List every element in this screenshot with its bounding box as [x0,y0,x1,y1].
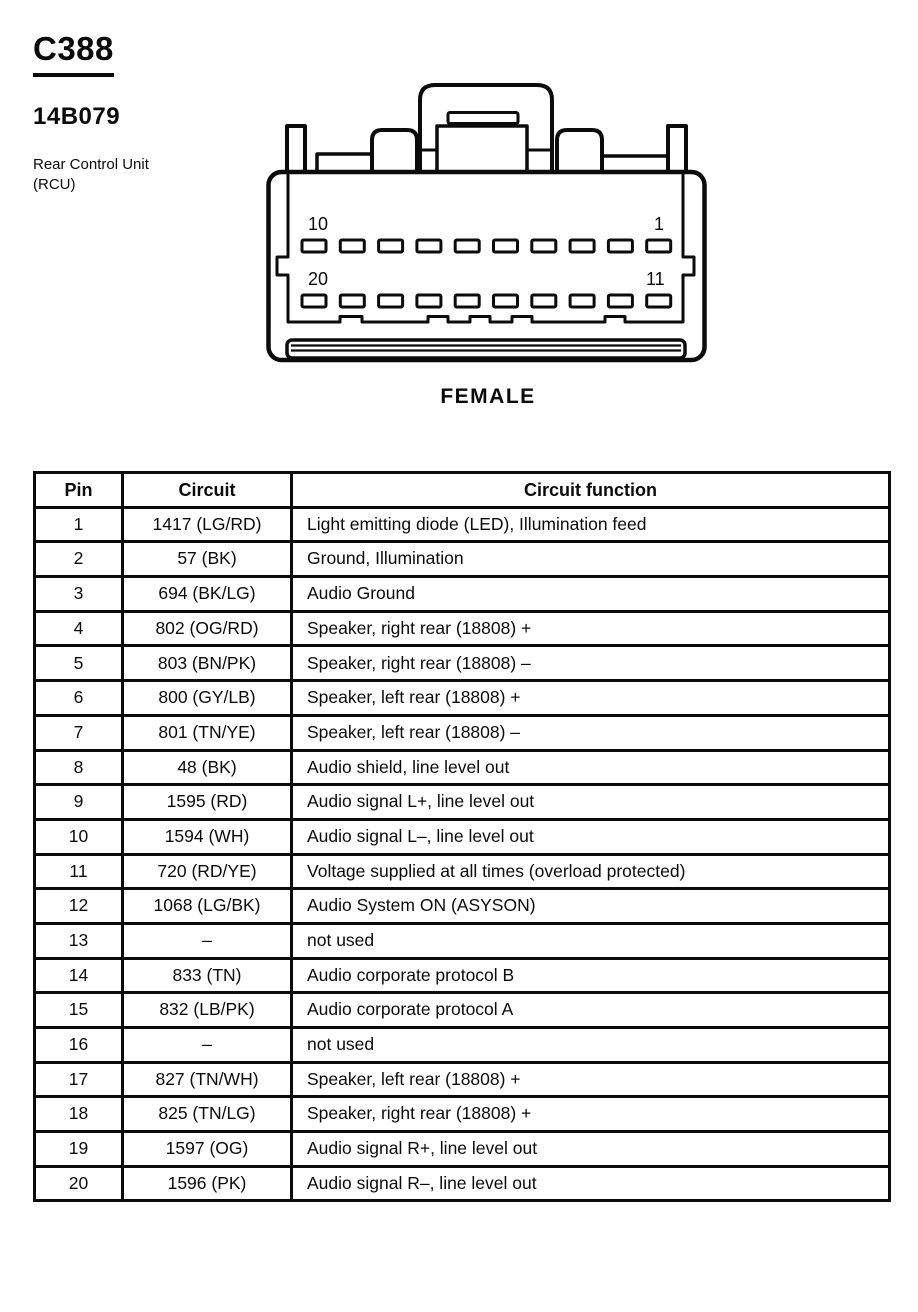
circuit-cell: 48 (BK) [123,750,292,785]
circuit-cell: 1596 (PK) [123,1166,292,1201]
circuit-cell: 832 (LB/PK) [123,993,292,1028]
circuit-function-cell: Audio corporate protocol A [292,993,890,1028]
pin-cell: 1 [35,507,123,542]
circuit-function-cell: Speaker, right rear (18808) + [292,1097,890,1132]
table-row [35,681,890,716]
pin-table [33,471,891,1202]
table-row [35,611,890,646]
circuit-cell: 694 (BK/LG) [123,577,292,612]
connector-base-strip [287,340,685,358]
table-row [35,923,890,958]
circuit-cell: 720 (RD/YE) [123,854,292,889]
circuit-cell: 825 (TN/LG) [123,1097,292,1132]
circuit-function-cell: Speaker, left rear (18808) + [292,1062,890,1097]
circuit-cell: 1595 (RD) [123,785,292,820]
table-row [35,1097,890,1132]
component-name: Rear Control Unit [33,156,149,173]
pin-table-container [33,471,891,1202]
circuit-function-cell: Audio signal R+, line level out [292,1132,890,1167]
pin-cell: 10 [35,819,123,854]
table-row [35,1166,890,1201]
pin-label-top-right: 1 [654,214,665,234]
circuit-function-cell: Audio corporate protocol B [292,958,890,993]
circuit-function-cell: not used [292,923,890,958]
connector-right-post [668,126,686,172]
circuit-function-cell: Speaker, right rear (18808) – [292,646,890,681]
pin-cell: 3 [35,577,123,612]
pin-cell: 2 [35,542,123,577]
table-row [35,785,890,820]
circuit-function-cell: Audio signal L+, line level out [292,785,890,820]
table-row [35,958,890,993]
table-row [35,646,890,681]
circuit-cell: 57 (BK) [123,542,292,577]
circuit-cell: 1068 (LG/BK) [123,889,292,924]
table-row [35,1028,890,1063]
circuit-function-cell: Speaker, left rear (18808) + [292,681,890,716]
connector-body-outline [269,172,705,360]
table-row [35,889,890,924]
circuit-function-column-header: Circuit function [292,473,890,508]
pin-cell: 5 [35,646,123,681]
circuit-function-cell: not used [292,1028,890,1063]
circuit-cell: – [123,1028,292,1063]
circuit-function-cell: Audio shield, line level out [292,750,890,785]
pin-table-header-row [35,473,890,508]
connector-gender-label: FEMALE [440,385,536,408]
pin-cell: 19 [35,1132,123,1167]
connector-diagram [250,55,720,415]
table-row [35,507,890,542]
circuit-cell: 803 (BN/PK) [123,646,292,681]
circuit-cell: 1597 (OG) [123,1132,292,1167]
circuit-column-header: Circuit [123,473,292,508]
pin-cell: 16 [35,1028,123,1063]
pin-cell: 20 [35,1166,123,1201]
connector-left-bump [372,130,417,172]
circuit-cell: 833 (TN) [123,958,292,993]
pin-cell: 4 [35,611,123,646]
circuit-function-cell: Audio Ground [292,577,890,612]
pin-table-body [35,507,890,1201]
connector-latch-underside [437,126,527,172]
table-row [35,542,890,577]
circuit-cell: 800 (GY/LB) [123,681,292,716]
pin-cell: 12 [35,889,123,924]
circuit-function-cell: Voltage supplied at all times (overload protected) [292,854,890,889]
circuit-function-cell: Light emitting diode (LED), Illumination feed [292,507,890,542]
connector-right-bump [557,130,602,172]
component-abbreviation: (RCU) [33,176,76,193]
pin-cell: 7 [35,715,123,750]
table-row [35,1062,890,1097]
pin-label-bottom-left: 20 [308,269,329,289]
pin-cell: 8 [35,750,123,785]
table-row [35,750,890,785]
connector-latch-bar [448,113,518,124]
pin-cell: 9 [35,785,123,820]
header-block [33,30,149,195]
circuit-cell: 1594 (WH) [123,819,292,854]
table-row [35,854,890,889]
connector-left-post [287,126,305,172]
pin-cell: 11 [35,854,123,889]
part-number: 14B079 [33,103,121,130]
circuit-function-cell: Audio System ON (ASYSON) [292,889,890,924]
circuit-cell: – [123,923,292,958]
circuit-cell: 802 (OG/RD) [123,611,292,646]
circuit-cell: 801 (TN/YE) [123,715,292,750]
circuit-function-cell: Audio signal L–, line level out [292,819,890,854]
table-row [35,577,890,612]
circuit-function-cell: Ground, Illumination [292,542,890,577]
connector-left-ledge [317,154,372,172]
connector-latch-outline [420,85,552,172]
pin-column-header: Pin [35,473,123,508]
circuit-cell: 1417 (LG/RD) [123,507,292,542]
pin-cell: 6 [35,681,123,716]
pin-cell: 13 [35,923,123,958]
table-row [35,819,890,854]
pin-cell: 18 [35,1097,123,1132]
pin-label-top-left: 10 [308,214,329,234]
table-row [35,715,890,750]
connector-id-title: C388 [33,30,114,77]
circuit-cell: 827 (TN/WH) [123,1062,292,1097]
circuit-function-cell: Audio signal R–, line level out [292,1166,890,1201]
table-row [35,993,890,1028]
pin-cell: 17 [35,1062,123,1097]
pin-cell: 15 [35,993,123,1028]
circuit-function-cell: Speaker, right rear (18808) + [292,611,890,646]
pin-cell: 14 [35,958,123,993]
circuit-function-cell: Speaker, left rear (18808) – [292,715,890,750]
connector-right-ledge [602,156,668,172]
pin-label-bottom-right: 11 [646,269,665,289]
table-row [35,1132,890,1167]
